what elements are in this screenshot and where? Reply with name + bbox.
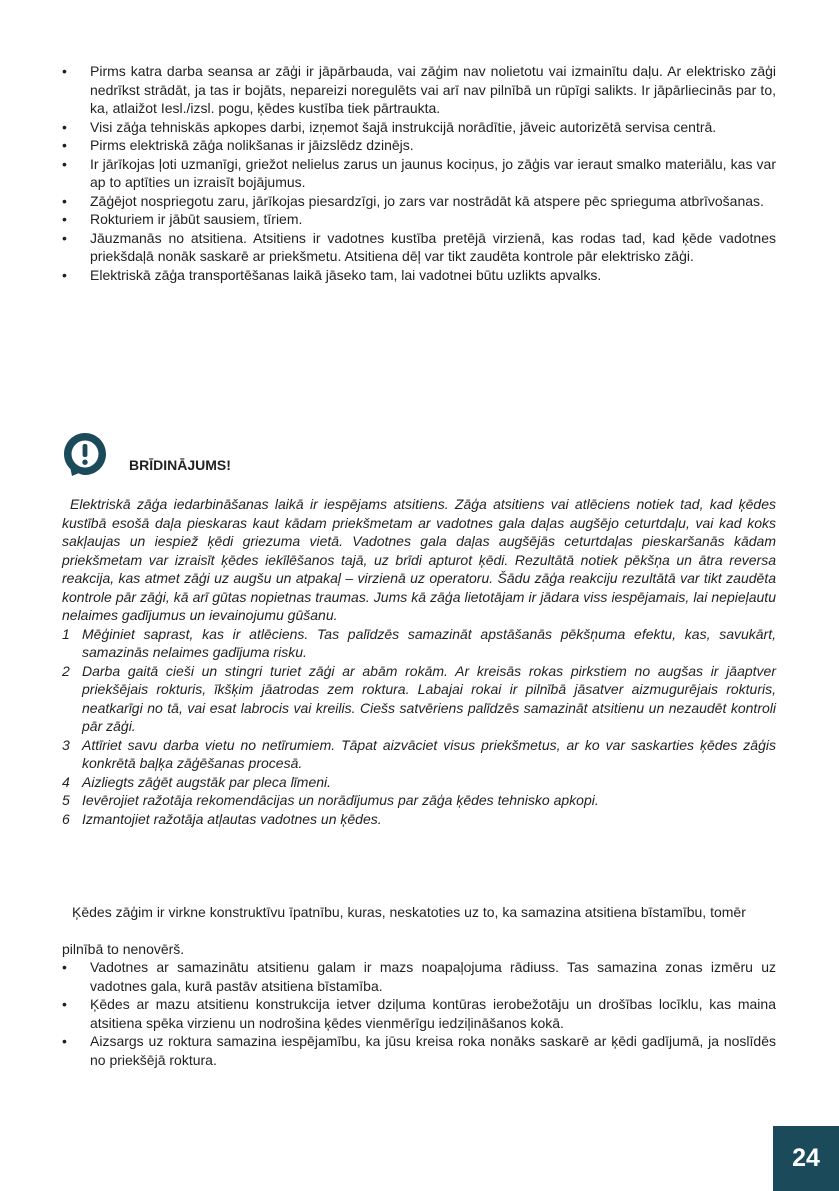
chain-features-paragraph-continued: pilnībā to nenovērš. bbox=[62, 941, 185, 957]
list-item: • Ir jārīkojas ļoti uzmanīgi, griežot nelielus zarus un jaunus kociņus, jo zāģis var ieraut smalko materiālu, kas var ap to aptīties un izraisīt bojājumus. bbox=[62, 155, 776, 190]
list-item: 5 Ievērojiet ražotāja rekomendācijas un norādījumus par zāģa ķēdes tehnisko apkopi. bbox=[62, 792, 599, 808]
list-item: • Ķēdes ar mazu atsitienu konstrukcija ietver dziļuma kontūras ierobežotāju un drošības locīklu, kas maina atsitiena spēka virzienu un nodrošina ķēdes vienmērīgu iedziļināšanos kokā. bbox=[62, 996, 776, 1031]
bullet-icon: • bbox=[62, 996, 67, 1012]
bullet-icon: • bbox=[62, 155, 67, 172]
exclamation-pin-icon bbox=[62, 431, 108, 477]
list-item: 3 Attīriet savu darba vietu no netīrumiem. Tāpat aizvāciet visus priekšmetus, ar ko var saskarties ķēdes zāģis konkrētā baļķa zāģēšanas procesā. bbox=[62, 736, 776, 771]
list-item: • Zāģējot nospriegotu zaru, jārīkojas piesardzīgi, jo zars var nostrādāt kā atspere pēc sprieguma atbrīvošanas. bbox=[62, 192, 764, 209]
list-item: 2 Darba gaitā cieši un stingri turiet zāģi ar abām rokām. Ar kreisās rokas pirkstiem no augšas ir jāaptver priekšējais rokturis, īkšķim jāatrodas zem roktura. Labajai rokai ir pilnībā jāsatver aizmugurējais rokturis, neatkarīgi no tā, vai esat labrocis vai kreilis. Ciešs satvēriens palīdzēs samazināt atsitienu un nezaudēt kontroli pār zāģi. bbox=[62, 662, 776, 734]
page-number: 24 bbox=[773, 1126, 839, 1191]
bullet-icon: • bbox=[62, 266, 67, 283]
bullet-icon: • bbox=[62, 1033, 67, 1049]
bullet-icon: • bbox=[62, 192, 67, 209]
list-item: • Rokturiem ir jābūt sausiem, tīriem. bbox=[62, 211, 303, 227]
list-item: • Elektriskā zāģa transportēšanas laikā jāseko tam, lai vadotnei būtu uzlikts apvalks. bbox=[62, 266, 602, 283]
bullet-icon: • bbox=[62, 959, 67, 975]
list-item: • Visi zāģa tehniskās apkopes darbi, izņemot šajā instrukcijā norādītie, jāveic autorizētā servisa centrā. bbox=[62, 118, 717, 135]
bullet-icon: • bbox=[62, 118, 67, 135]
warning-intro: Elektriskā zāģa iedarbināšanas laikā ir iespējams atsitiens. Zāģa atsitiens vai atlēciens notiek tad, kad ķēdes kustībā esošā daļa pieskaras kaut kādam priekšmetam ar vadotnes gala daļas augšējo ceturtdaļu, vai kad koks sakļaujas un iespiež ķēdi griezuma vietā. Vadotnes gala daļas augšējās ceturtdaļas pieskaršanās kādam priekšmetam var izraisīt ķēdes iekīlēšanos tajā, uz brīdi apturot ķēdi. Rezultātā notiek pēkšņa un ātra reversa reakcija, kas atmet zāģi uz augšu un atpakaļ – virzienā uz operatoru. Šādu zāģa reakciju rezultātā var tikt zaudēta kontrole pār zāģi, kā arī gūtas nopietnas traumas. Jums kā zāģa lietotājam ir jādara viss iespējamais, lai nepieļautu nelaimes gadījumus un ievainojumu gūšanu. bbox=[62, 496, 776, 623]
list-item: • Pirms elektriskā zāģa nolikšanas ir jāizslēdz dzinējs. bbox=[62, 137, 414, 153]
bullet-icon: • bbox=[62, 211, 67, 227]
bullet-icon: • bbox=[62, 137, 67, 153]
list-item: • Aizsargs uz roktura samazina iespējamību, ka jūsu kreisa roka nonāks saskarē ar ķēdi gadījumā, ja noslīdēs no priekšējā roktura. bbox=[62, 1033, 776, 1068]
list-item: 1 Mēģiniet saprast, kas ir atlēciens. Tas palīdzēs samazināt apstāšanās pēkšņuma efektu, kas, savukārt, samazinās nelaimes gadījuma risku. bbox=[62, 625, 776, 660]
warning-numbered-list bbox=[62, 625, 776, 829]
list-item: 4 Aizliegts zāģēt augstāk par pleca līmeni. bbox=[62, 773, 332, 790]
warning-section bbox=[62, 495, 776, 828]
list-item: • Jāuzmanās no atsitiena. Atsitiens ir vadotnes kustība pretējā virzienā, kas rodas tad, kad ķēde vadotnes priekšdaļā nonāk saskarē ar priekšmetu. Atsitiena dēļ var tikt zaudēta kontrole pār elektrisko zāģi. bbox=[62, 229, 776, 264]
bullet-icon: • bbox=[62, 63, 67, 79]
bullet-icon: • bbox=[62, 229, 67, 246]
list-item: • Pirms katra darba seansa ar zāģi ir jāpārbauda, vai zāģim nav nolietotu vai izmainītu daļu. Ar elektrisko zāģi nedrīkst strādāt, ja tas ir bojāts, nepareizi noregulēts vai arī nav pilnībā un rūpīgi salikts. Ir jāpārliecinās par to, ka, atlaižot Iesl./izsl. pogu, ķēdes kustība tiek pārtraukta. bbox=[62, 63, 776, 116]
list-item: • Vadotnes ar samazinātu atsitienu galam ir mazs noapaļojuma rādiuss. Tas samazina zonas izmēru uz vadotnes gala, kurā pastāv atsitiena bīstamība. bbox=[62, 959, 776, 994]
chain-features-paragraph: Ķēdes zāģim ir virkne konstruktīvu īpatnību, kuras, neskatoties uz to, ka samazina atsitiena bīstamību, tomēr bbox=[72, 904, 746, 920]
list-item: 6 Izmantojiet ražotāja atļautas vadotnes un ķēdes. bbox=[62, 810, 382, 827]
chain-features-list bbox=[62, 958, 776, 1069]
safety-bullets-list bbox=[62, 62, 776, 284]
warning-heading: BRĪDINĀJUMS! bbox=[129, 457, 231, 473]
